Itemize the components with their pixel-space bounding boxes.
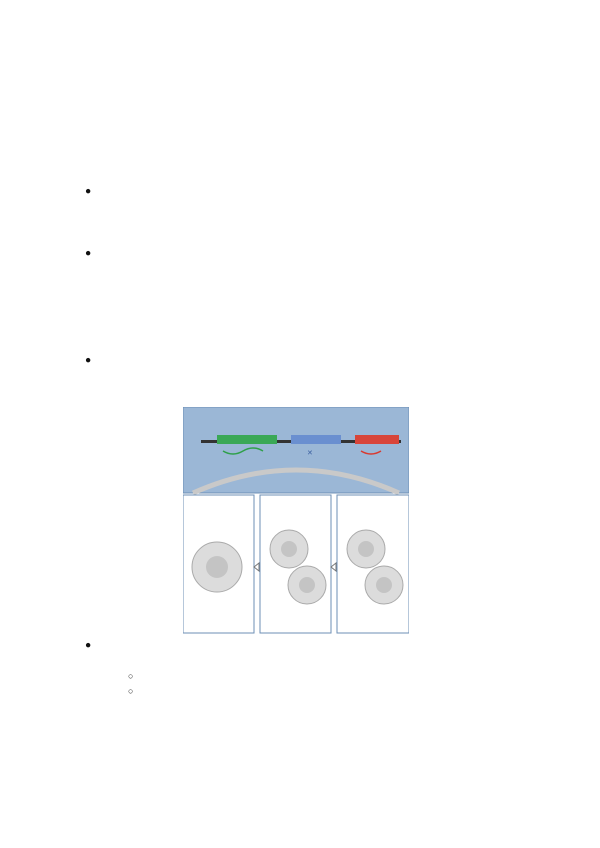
nucleus xyxy=(206,556,228,578)
nucleus xyxy=(358,541,374,557)
nucleus xyxy=(376,577,392,593)
gene-a-box xyxy=(217,435,277,444)
circle-bullet-icon: ○ xyxy=(128,686,134,696)
gene-c-box xyxy=(355,435,399,444)
arrow-icon xyxy=(254,563,259,571)
circle-bullet-icon: ○ xyxy=(128,671,134,681)
nucleus xyxy=(281,541,297,557)
bullet-icon: ● xyxy=(85,186,92,197)
repression-icon: ✕ xyxy=(307,450,313,457)
arrow-icon xyxy=(331,563,336,571)
bullet-icon: ● xyxy=(85,248,92,259)
bullet-icon: ● xyxy=(85,355,92,366)
bullet-icon: ● xyxy=(85,640,92,651)
figure-top-panel xyxy=(183,407,409,493)
nucleus xyxy=(299,577,315,593)
gene-b-box xyxy=(291,435,341,444)
gene-regulation-figure xyxy=(183,407,409,635)
